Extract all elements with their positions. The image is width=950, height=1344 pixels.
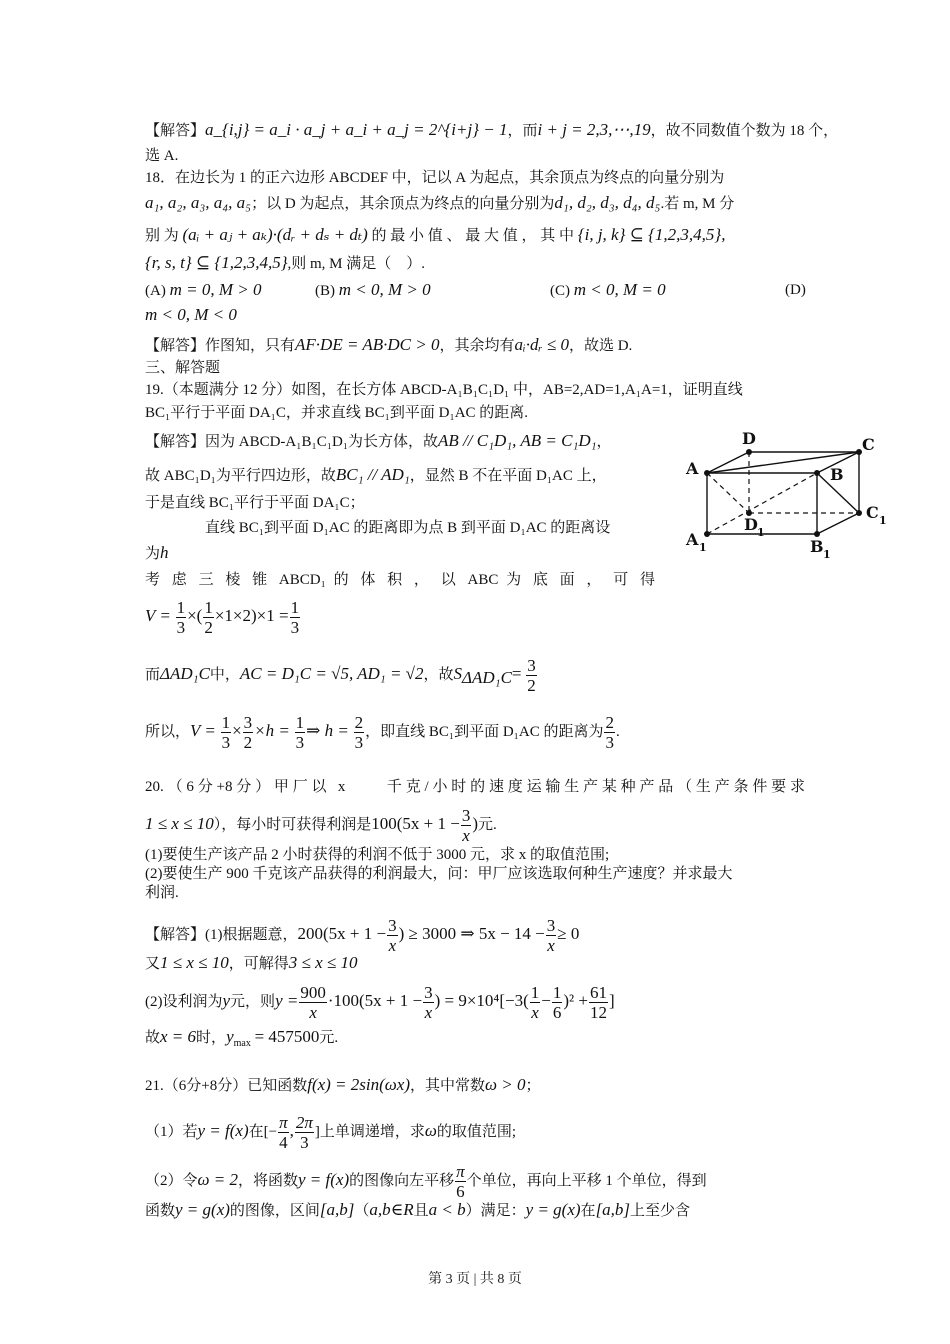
q21-part2-cont: 函数y = g(x)的图像，区间[a,b]（a,b∈R且a < b）满足：y = g(x)在[a,b]上至少含 — [145, 1200, 691, 1219]
q18-expression: (aᵢ + aⱼ + aₖ)·(dᵣ + dₛ + dₜ) — [182, 225, 368, 244]
math: AB // C₁D₁, AB = C₁D₁ — [438, 431, 597, 450]
cuboid-figure-icon — [680, 425, 900, 565]
text: 的 最 小 值 、 最 大 值 ， 其 中 — [371, 228, 575, 244]
q18-stem-line1: 18．在边长为 1 的正六边形 ABCDEF 中，记以 A 为起点，其余顶点为终点的向量分别为 — [145, 170, 725, 186]
q21-part2: （2）令ω = 2，将函数y = f(x)的图像向左平移 $\frac{\pi}{6}$ 个单位，再向上平移 1 个单位，得到 — [145, 1162, 707, 1201]
fraction: $\frac{1}{3}$ — [290, 598, 300, 637]
text: ；以 D 为起点，其余顶点为终点的向量分别为 — [251, 196, 555, 212]
text: ，而 — [507, 123, 538, 139]
solution-label: 【解答】 — [145, 338, 206, 354]
section-title: 三、解答题 — [145, 360, 221, 376]
math: h — [160, 543, 169, 562]
text: 别 为 — [145, 228, 179, 244]
q19-solution-line1 — [145, 431, 612, 452]
q19-volume-formula: V = $\frac{1}{3}$ ×( $\frac{1}{2}$ ×1×2)×1 = $\frac{1}{3}$ — [145, 598, 300, 637]
text: ，显然 B 不在平面 D₁AC 上， — [409, 468, 607, 484]
q20-part2: (2)要使生产 900 千克该产品获得的利润最大，问：甲厂应该选取何种生产速度？并求最大 — [145, 866, 733, 882]
svg-text:D: D — [742, 429, 756, 448]
q19-solution-line2 — [145, 465, 607, 486]
q17-range: i + j = 2,3,⋯,19 — [537, 120, 651, 139]
q18-solution-expr2: aᵢ·dᵣ ≤ 0 — [514, 335, 569, 354]
svg-text:A: A — [686, 530, 699, 549]
option-d-label: (D) — [785, 282, 806, 298]
q20-solution-line2: 又1 ≤ x ≤ 10，可解得3 ≤ x ≤ 10 — [145, 953, 358, 972]
fraction: $\frac{1}{2}$ — [204, 598, 213, 637]
q19-triangle-line: 而ΔAD₁C中，AC = D₁C = √5, AD₁ = √2，故$S_{\Delta AD_1C}=$ $\frac{3}{2}$ — [145, 656, 536, 695]
q17-formula: a_{i,j} = a_i · a_j + a_i + a_j = 2^{i+j} − 1 — [205, 120, 508, 139]
vector-a-list: a₁, a₂, a₃, a₄, a₅ — [145, 193, 252, 212]
solution-label: 【解答】 — [145, 123, 206, 139]
q20-part2-cont: 利润. — [145, 885, 179, 901]
text: ， — [596, 434, 612, 450]
q21-stem-line1: 21.（6分+8分）已知函数f(x) = 2sin(ωx)，其中常数ω > 0； — [145, 1075, 541, 1094]
text: ,则 m, M 满足（ ）. — [287, 256, 426, 272]
text: ，故选 D. — [568, 338, 633, 354]
q17-solution-line — [145, 120, 838, 141]
q18-stem-line2 — [145, 193, 734, 214]
svg-text:1: 1 — [699, 541, 707, 554]
option-d-text: m < 0, M < 0 — [145, 305, 237, 324]
q19-stem-line1: 19.（本题满分 12 分）如图，在长方体 ABCD-A₁B₁C₁D₁ 中，AB=2,AD=1,A₁A=1，证明直线 — [145, 382, 743, 398]
text: 考 虑 三 棱 锥 ABCD₁ 的 体 积 ， 以 ABC 为 底 面 ， 可 得 — [145, 572, 655, 588]
option-c: (C) m < 0, M = 0 — [550, 280, 666, 299]
svg-text:D: D — [744, 515, 758, 534]
q19-solution-line3: 于是直线 BC₁平行于平面 DA₁C； — [145, 495, 365, 511]
svg-text:B: B — [830, 465, 844, 484]
svg-text:1: 1 — [823, 548, 831, 561]
q21-part1: （1）若y = f(x)在[− $\frac{\pi}{4}$ , $\frac{2\pi}{3}$ ]上单调递增，求ω的取值范围; — [145, 1113, 517, 1152]
svg-text:1: 1 — [757, 526, 765, 539]
page-footer: 第 3 页 | 共 8 页 — [428, 1272, 522, 1287]
q20-solution-line4: 故x = 6时，$y_{max} = 457500$元. — [145, 1027, 339, 1049]
q18-stem-line3 — [145, 225, 725, 246]
q19-stem-line2: BC₁平行于平面 DA₁C，并求直线 BC₁到平面 D₁AC 的距离. — [145, 405, 529, 421]
text: 作图知，只有 — [205, 338, 296, 354]
q20-solution-line3: (2)设利润为y元，则y = $\frac{900}{x}$ ·100(5x + 1 − $\frac{3}{x}$ ) = 9×10⁴[−3( $\frac{1}{x}$ − $\frac{1}{6}$ )² + $\frac{61}{12}$ ] — [145, 983, 615, 1022]
text: 【解答】因为 ABCD-A₁B₁C₁D₁为长方体，故 — [145, 434, 439, 450]
q19-solution-line5 — [145, 543, 169, 564]
svg-text:C: C — [862, 435, 875, 454]
q18-stem-line4 — [145, 253, 425, 274]
text: 为 — [145, 546, 161, 562]
text: 故 ABC₁D₁为平行四边形，故 — [145, 468, 336, 484]
q20-part1: (1)要使生产该产品 2 小时获得的利润不低于 3000 元，求 x 的取值范围; — [145, 847, 610, 863]
set-rst: {r, s, t} ⊆ {1,2,3,4,5} — [145, 253, 288, 272]
text: ，故不同数值个数为 18 个， — [650, 123, 839, 139]
q19-solution-line4: 直线 BC₁到平面 D₁AC 的距离即为点 B 到平面 D₁AC 的距离设 — [205, 520, 611, 536]
q20-solution-line1: 【解答】(1)根据题意，200(5x + 1 − $\frac{3}{x}$ ) ≥ 3000 ⇒ 5x − 14 − $\frac{3}{x}$ ≥ 0 — [145, 916, 580, 955]
set-ijk: {i, j, k} ⊆ {1,2,3,4,5}, — [577, 225, 726, 244]
fraction: $\frac{3}{2}$ — [527, 656, 536, 695]
q18-solution-expr: AF·DE = AB·DC > 0 — [295, 335, 440, 354]
q19-final-line: 所以，V = $\frac{1}{3}$ × $\frac{3}{2}$ ×h = $\frac{1}{3}$ ⇒ h = $\frac{2}{3}$ ，即直线 BC₁到平面 D₁AC 的距离为 $\frac{2}{3}$ . — [145, 713, 620, 752]
q17-answer: 选 A. — [145, 148, 179, 164]
math: BC₁ // AD₁ — [335, 465, 410, 484]
q18-solution — [145, 335, 632, 356]
option-b: (B) m < 0, M > 0 — [315, 280, 431, 299]
q20-stem-line1: 20.（6分+8分）甲厂以 x 千克/小时的速度运输生产某种产品（生产条件要求 — [145, 779, 805, 795]
q20-stem-line2: 1 ≤ x ≤ 10），每小时可获得利润是100(5x + 1 − $\frac{3}{x}$ )元. — [145, 806, 497, 845]
svg-text:1: 1 — [879, 514, 887, 527]
svg-text:C: C — [866, 503, 879, 522]
text: .若 m, M 分 — [660, 196, 735, 212]
q19-solution-line6 — [145, 570, 655, 590]
cuboid-diagram — [680, 425, 900, 565]
text: ，其余均有 — [439, 338, 515, 354]
svg-text:A: A — [686, 459, 699, 478]
vector-d-list: d₁, d₂, d₃, d₄, d₅ — [554, 193, 661, 212]
svg-text:B: B — [810, 537, 824, 556]
option-a: (A) m = 0, M > 0 — [145, 280, 262, 299]
fraction: $\frac{1}{3}$ — [176, 598, 186, 637]
